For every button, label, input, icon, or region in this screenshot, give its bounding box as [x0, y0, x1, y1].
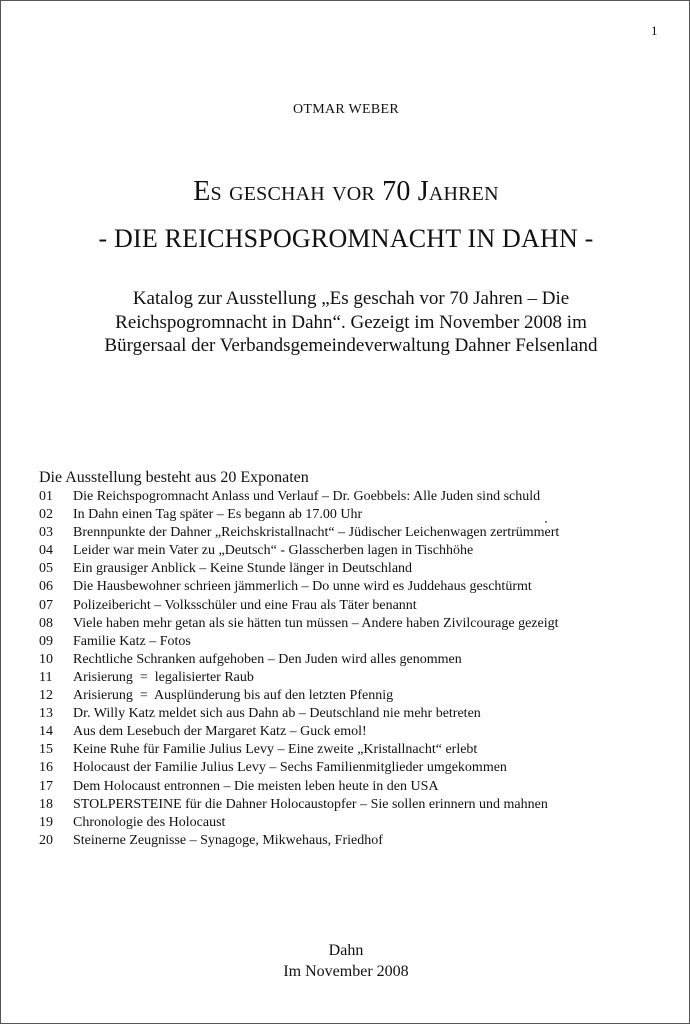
exhibit-title: Viele haben mehr getan als sie hätten tun müssen – Andere haben Zivilcourage gezeigt: [73, 615, 559, 631]
exhibit-number: 13: [39, 706, 53, 722]
exhibit-item: [39, 832, 679, 850]
exhibit-number: 02: [39, 507, 53, 523]
author-name: OTMAR WEBER: [292, 102, 400, 117]
exhibit-title: Brennpunkte der Dahner „Reichskristallnacht“ – Jüdischer Leichenwagen zertrümmert: [73, 525, 560, 541]
title-line-2: - DIE REICHSPOGROMNACHT IN DAHN -: [98, 224, 594, 253]
exhibit-title: Rechtliche Schranken aufgehoben – Den Juden wird alles genommen: [73, 651, 462, 667]
publication-date: Im November 2008: [283, 963, 409, 980]
exhibit-item: [39, 597, 679, 615]
catalog-description: [91, 287, 611, 358]
exhibit-title: Keine Ruhe für Familie Julius Levy – Eine zweite „Kristallnacht“ erlebt: [73, 742, 478, 758]
exhibit-number: 14: [39, 724, 53, 740]
exhibit-item: [39, 705, 679, 723]
exhibit-number: 18: [39, 796, 53, 812]
exhibit-item: [39, 560, 679, 578]
exhibit-number: 17: [39, 778, 53, 794]
exhibit-number: 03: [39, 525, 53, 541]
exhibit-item: [39, 488, 679, 506]
exhibit-title: Die Reichspogromnacht Anlass und Verlauf – Dr. Goebbels: Alle Juden sind schuld: [73, 489, 541, 504]
exhibit-title: Steinerne Zeugnisse – Synagoge, Mikwehaus, Friedhof: [73, 832, 383, 848]
exhibit-number: 20: [39, 832, 53, 848]
exhibit-number: 19: [39, 814, 53, 830]
exhibit-item: [39, 796, 679, 814]
title-line-1: Es geschah vor 70 Jahren: [193, 176, 499, 207]
exhibit-title: Leider war mein Vater zu „Deutsch“ - Glasscherben lagen in Tischhöhe: [73, 543, 474, 559]
exhibit-number: 12: [39, 688, 53, 704]
exhibit-number: 06: [39, 579, 53, 595]
catalog-line: Bürgersaal der Verbandsgemeindeverwaltung Dahner Felsenland: [104, 335, 598, 356]
catalog-line: Katalog zur Ausstellung „Es geschah vor 70 Jahren – Die: [132, 288, 570, 309]
exhibit-title: Die Hausbewohner schrieen jämmerlich – Do unne wird es Juddehaus geschtürmt: [73, 579, 532, 595]
exhibit-title: Aus dem Lesebuch der Margaret Katz – Guck emol!: [73, 724, 367, 740]
exhibit-item: [39, 651, 679, 669]
exhibit-title: Ein grausiger Anblick – Keine Stunde länger in Deutschland: [73, 561, 413, 577]
exhibit-item: [39, 524, 679, 542]
exhibit-number: 05: [39, 561, 53, 577]
exhibit-title: Arisierung = legalisierter Raub: [73, 669, 254, 685]
exhibit-number: 10: [39, 651, 53, 667]
catalog-line: Reichspogromnacht in Dahn“. Gezeigt im November 2008 im: [115, 311, 587, 333]
exhibit-list: [39, 488, 679, 850]
exhibit-item: [39, 723, 679, 741]
exhibit-title: Holocaust der Familie Julius Levy – Sechs Familienmitglieder umgekommen: [73, 760, 507, 776]
exhibit-title: Chronologie des Holocaust: [73, 814, 226, 830]
exhibit-title: In Dahn einen Tag später – Es begann ab 17.00 Uhr: [73, 507, 363, 523]
exhibit-item: [39, 578, 679, 596]
exhibit-title: Polizeibericht – Volksschüler und eine Frau als Täter benannt: [73, 597, 417, 613]
exhibit-item: [39, 778, 679, 796]
scan-speck: [545, 521, 547, 523]
exhibit-item: [39, 669, 679, 687]
exhibit-number: 04: [39, 543, 53, 559]
exhibit-item: [39, 741, 679, 759]
exhibits-heading: Die Ausstellung besteht aus 20 Exponaten: [39, 469, 309, 486]
exhibit-item: [39, 814, 679, 832]
exhibit-title: Dr. Willy Katz meldet sich aus Dahn ab – Deutschland nie mehr betreten: [73, 706, 481, 722]
exhibit-title: Familie Katz – Fotos: [73, 633, 191, 649]
exhibit-item: [39, 615, 679, 633]
page-number: 1: [651, 23, 658, 38]
exhibit-number: 08: [39, 615, 53, 631]
exhibit-number: 15: [39, 742, 53, 758]
exhibit-number: 16: [39, 760, 53, 776]
exhibit-item: [39, 542, 679, 560]
exhibit-item: [39, 687, 679, 705]
exhibit-item: [39, 633, 679, 651]
exhibit-title: STOLPERSTEINE für die Dahner Holocaustopfer – Sie sollen erinnern und mahnen: [73, 796, 548, 812]
exhibit-number: 07: [39, 597, 53, 613]
exhibit-number: 01: [39, 489, 53, 504]
place: Dahn: [328, 942, 364, 959]
exhibit-item: [39, 506, 679, 524]
exhibit-title: Dem Holocaust entronnen – Die meisten leben heute in den USA: [73, 778, 439, 794]
exhibit-number: 09: [39, 633, 53, 649]
exhibit-item: [39, 759, 679, 777]
exhibit-title: Arisierung = Ausplünderung bis auf den letzten Pfennig: [73, 688, 394, 704]
exhibit-number: 11: [39, 669, 53, 685]
